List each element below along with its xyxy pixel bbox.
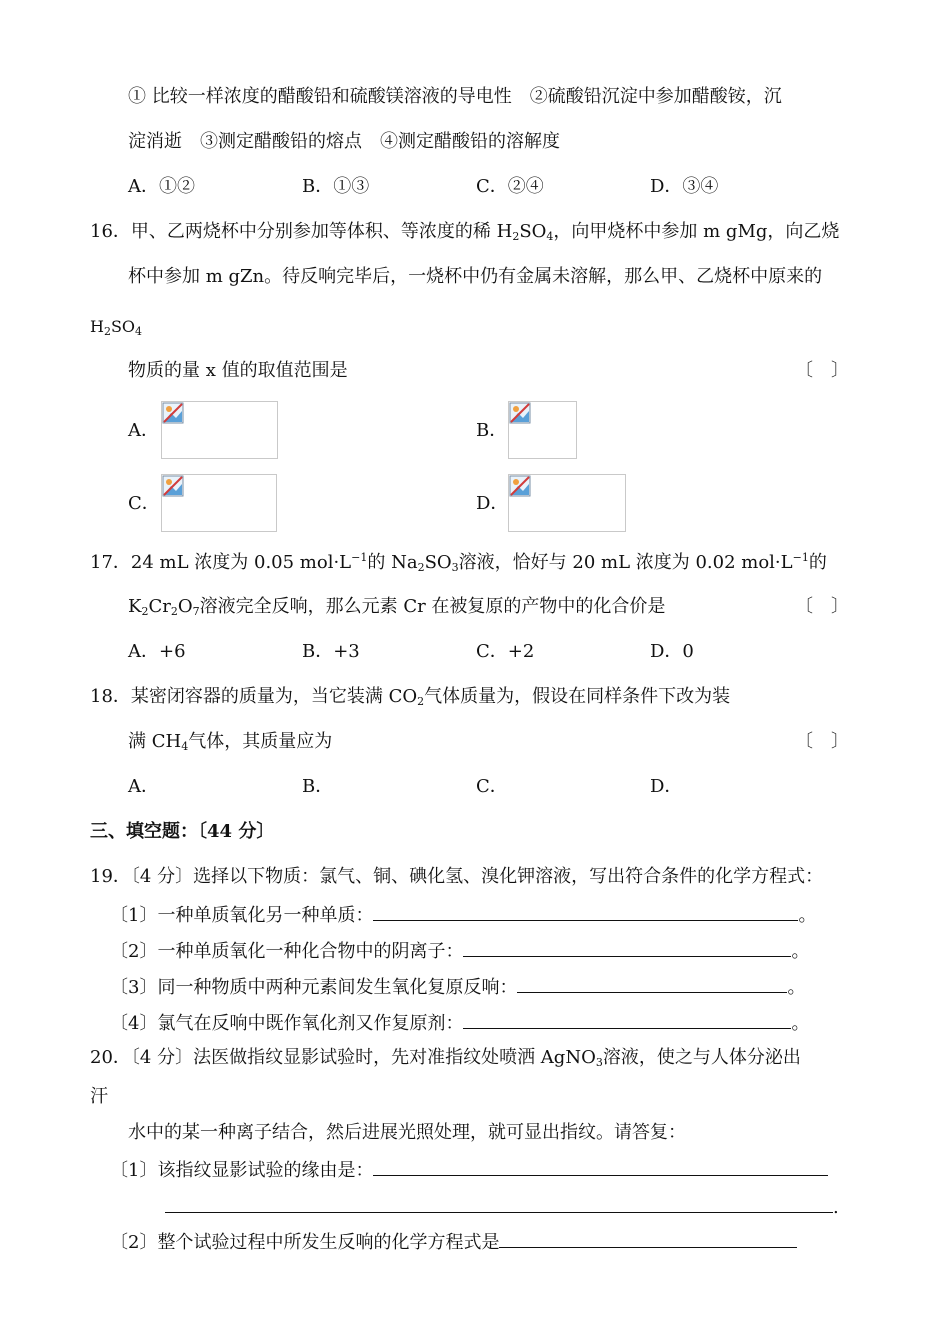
q15-option-c: C．②④ bbox=[476, 176, 544, 197]
q18-option-a: A． bbox=[128, 776, 159, 797]
answer-blank[interactable] bbox=[499, 1229, 797, 1248]
q19-sub4: 〔4〕氯气在反响中既作氧化剂又作复原剂： 。 bbox=[110, 1010, 809, 1036]
q15-option-b: B．①③ bbox=[302, 176, 370, 197]
broken-image-icon bbox=[162, 475, 184, 497]
q18-line2: 满 $CH_4$气体，其质量应为 bbox=[128, 731, 333, 753]
answer-blank[interactable] bbox=[373, 1157, 828, 1176]
broken-image-icon bbox=[509, 402, 531, 424]
q20-line2: 汗 bbox=[90, 1086, 108, 1107]
q16-line3: $H_2SO_4$ bbox=[90, 317, 143, 338]
answer-blank[interactable] bbox=[463, 938, 791, 957]
q16-option-a: A． bbox=[128, 420, 159, 441]
broken-image-icon bbox=[509, 475, 531, 497]
q18-answer-bracket: 〔 〕 bbox=[795, 731, 849, 752]
q17-option-d: D．0 bbox=[650, 641, 694, 662]
q16-answer-bracket: 〔 〕 bbox=[795, 360, 849, 381]
q18-line1: 18．某密闭容器的质量为，当它装满 $CO_2$气体质量为，假设在同样条件下改为装 bbox=[90, 686, 731, 708]
q16-option-b: B． bbox=[476, 420, 508, 441]
answer-blank[interactable] bbox=[165, 1194, 833, 1213]
q16-option-d-image bbox=[508, 474, 626, 532]
q18-option-d: D． bbox=[650, 776, 683, 797]
q16-option-c-image bbox=[161, 474, 277, 532]
q19-sub2: 〔2〕一种单质氧化一种化合物中的阴离子： 。 bbox=[110, 938, 809, 964]
q18-option-b: B． bbox=[302, 776, 334, 797]
q20-line1: 20．〔4 分〕法医做指纹显影试验时，先对准指纹处喷洒 AgNO$_3$溶液，使之与人体分泌出 bbox=[90, 1047, 801, 1069]
q20-sub1: 〔1〕该指纹显影试验的缘由是： bbox=[110, 1157, 828, 1183]
q19-line1: 19．〔4 分〕选择以下物质：氯气、铜、碘化氢、溴化钾溶液，写出符合条件的化学方程式： bbox=[90, 866, 824, 887]
q18-option-c: C． bbox=[476, 776, 508, 797]
q15-option-a: A．①② bbox=[128, 176, 195, 197]
q16-option-c: C． bbox=[128, 493, 160, 514]
q16-option-a-image bbox=[161, 401, 278, 459]
q17-option-b: B．+3 bbox=[302, 641, 360, 662]
q20-line3: 水中的某一种离子结合，然后进展光照处理，就可显出指纹。请答复： bbox=[128, 1122, 686, 1143]
q19-sub3: 〔3〕同一种物质中两种元素间发生氧化复原反响： 。 bbox=[110, 974, 805, 1000]
q16-option-b-image bbox=[508, 401, 577, 459]
answer-blank[interactable] bbox=[373, 902, 798, 921]
q16-line1: 16．甲、乙两烧杯中分别参加等体积、等浓度的稀 $H_2SO_4$，向甲烧杯中参加 m gMg，向乙烧 bbox=[90, 221, 840, 243]
q17-option-c: C．+2 bbox=[476, 641, 535, 662]
q15-line2: 淀消逝 ③测定醋酸铅的熔点 ④测定醋酸铅的溶解度 bbox=[128, 131, 560, 152]
q17-line2: $K_2Cr_2O_7$溶液完全反响，那么元素 Cr 在被复原的产物中的化合价是 bbox=[128, 596, 666, 618]
q16-line4: 物质的量 x 值的取值范围是 bbox=[128, 360, 348, 381]
q17-answer-bracket: 〔 〕 bbox=[795, 596, 849, 617]
q15-line1: ① 比较一样浓度的醋酸铅和硫酸镁溶液的导电性 ②硫酸铅沉淀中参加醋酸铵，沉 bbox=[128, 86, 782, 107]
q19-sub1: 〔1〕一种单质氧化另一种单质： 。 bbox=[110, 902, 816, 928]
answer-blank[interactable] bbox=[463, 1010, 791, 1029]
q16-option-d: D． bbox=[476, 493, 509, 514]
q16-line2: 杯中参加 m gZn。待反响完毕后，一烧杯中仍有金属未溶解，那么甲、乙烧杯中原来的 bbox=[128, 266, 823, 287]
q17-option-a: A．+6 bbox=[128, 641, 186, 662]
q20-sub1-continued: . bbox=[165, 1194, 839, 1220]
q17-line1: 17．24 mL 浓度为 0.05 $mol\cdot L^{-1}$的 $Na_2SO_3$溶液，恰好与 20 mL 浓度为 0.02 $mol\cdot L^{-1}$的 bbox=[90, 551, 827, 574]
q20-sub2: 〔2〕整个试验过程中所发生反响的化学方程式是 bbox=[110, 1229, 797, 1255]
section-title: 三、填空题：〔44 分〕 bbox=[90, 821, 275, 842]
broken-image-icon bbox=[162, 402, 184, 424]
answer-blank[interactable] bbox=[517, 974, 787, 993]
q15-option-d: D．③④ bbox=[650, 176, 719, 197]
